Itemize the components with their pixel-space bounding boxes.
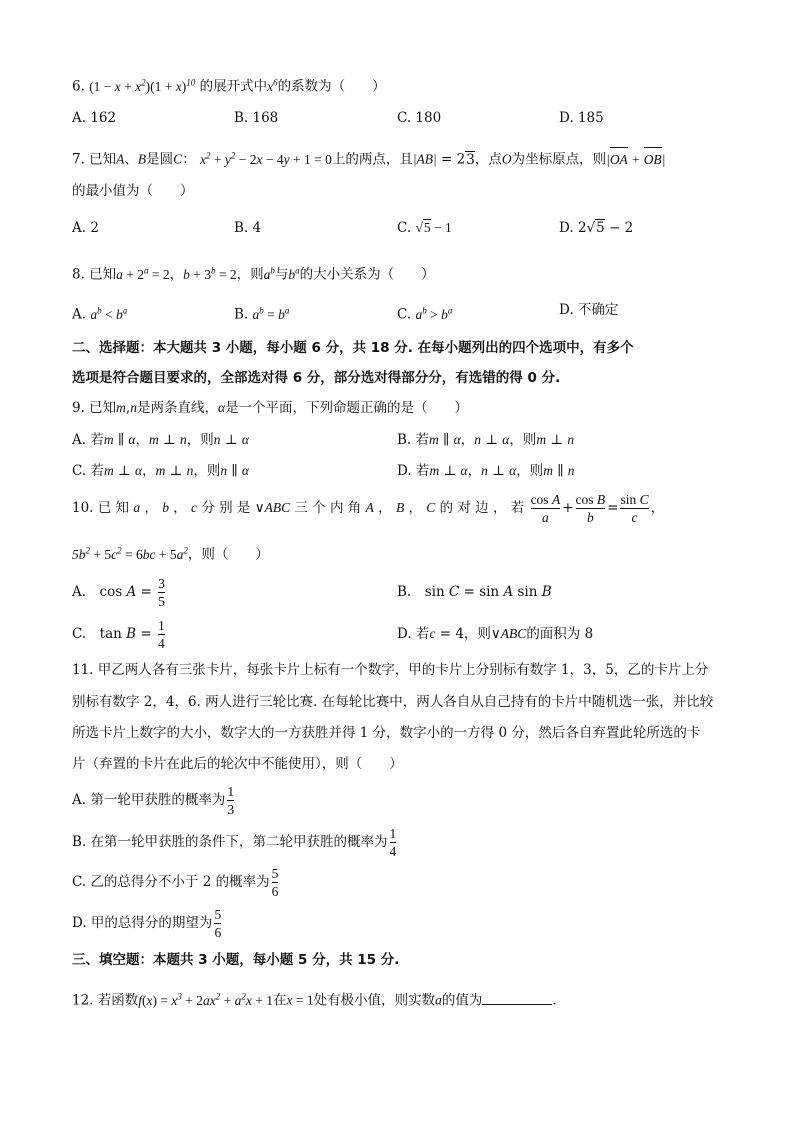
option-a: A. 若m ∥ α，m ⊥ n，则n ⊥ α	[72, 432, 249, 448]
option-c: C. √5 − 1	[397, 220, 452, 236]
q11-option-a: A. 第一轮甲获胜的概率为 $\frac{1}{3}$	[72, 784, 235, 817]
option-d: D. 2√5 − 2	[559, 220, 634, 236]
fraction-cosA-a: $\frac{\text{cos A}}{a}$	[530, 492, 561, 525]
option-a: A. 2	[72, 220, 99, 236]
option-b: B. 4	[234, 220, 262, 236]
question-10: 10. 已 知 a ， b ， c 分 别 是 ∨ABC 三 个 内 角 A ， B ， C 的 对 边 ， 若 $\frac{\text{cos A}}{a}$ + $\frac{\text{cos B}}{b}$ = $\frac{\text{sin C}}{c}$ ，	[72, 492, 665, 525]
question-6: 6. $(1 - x + x^2)(1 + x)^{10}$ 的展开式中$x^6$的系数为（ ）	[72, 77, 386, 95]
section-2-header-line2: 选项是符合题目要求的，全部选对得 6 分，部分选对得部分分，有选错的得 0 分.	[72, 370, 561, 386]
option-d: D. 不确定	[559, 302, 619, 318]
question-7-line2: 的最小值为（ ）	[72, 183, 194, 199]
question-9: 9. 已知m,n是两条直线，α是一个平面，下列命题正确的是（ ）	[72, 400, 469, 416]
question-10-line2: $5b^2 + 5c^2 = 6bc + 5a^2$，则（ ）	[72, 545, 269, 563]
section-3-header: 三、填空题：本题共 3 小题，每小题 5 分，共 15 分.	[72, 952, 400, 968]
option-c: C. tan B = $\frac{1}{4}$	[72, 618, 165, 651]
fraction-sinC-c: $\frac{\text{sin C}}{c}$	[620, 492, 649, 525]
fraction-cosB-b: $\frac{\text{cos B}}{b}$	[575, 492, 606, 525]
question-11-line2: 别标有数字 2，4，6. 两人进行三轮比赛. 在每轮比赛中，两人各自从自己持有的卡片中随机选一张，并比较	[72, 694, 714, 710]
option-c: C. 180	[397, 110, 442, 126]
option-a: A. cos A = $\frac{3}{5}$	[72, 576, 165, 609]
option-c: C. 若m ⊥ α，m ⊥ n，则n ∥ α	[72, 463, 250, 479]
vector-sum: |OA + OB|	[606, 152, 665, 167]
option-d: D. 185	[559, 110, 604, 126]
q11-option-b: B. 在第一轮甲获胜的条件下，第二轮甲获胜的概率为 $\frac{1}{4}$	[72, 826, 397, 859]
option-a: A. $a^b < b^a$	[72, 305, 128, 323]
circle-equation: $x^2 + y^2 - 2x - 4y + 1 = 0$	[199, 150, 332, 167]
q6-expression: $(1 - x + x^2)(1 + x)^{10}$	[89, 77, 196, 94]
option-b: B. 若m ∥ α，n ⊥ α，则m ⊥ n	[397, 432, 575, 448]
question-11-line4: 片（弃置的卡片在此后的轮次中不能使用），则（ ）	[72, 756, 403, 772]
option-b: B. 168	[234, 110, 279, 126]
question-12: 12. 若函数$f(x) = x^3 + 2ax^2 + a^2x + 1$在x = 1处有极小值，则实数a的值为 .	[72, 991, 557, 1009]
question-8: 8. 已知$a + 2^a = 2$，$b + 3^b = 2$，则$a^b$与$b^a$的大小关系为（ ）	[72, 265, 435, 283]
option-d: D. 若m ⊥ α，n ⊥ α，则m ∥ n	[397, 463, 575, 479]
q11-option-c: C. 乙的总得分不小于 2 的概率为 $\frac{5}{6}$	[72, 866, 279, 899]
option-a: A. 162	[72, 110, 117, 126]
question-11-line3: 所选卡片上数字的大小，数字大的一方获胜并得 1 分，数字小的一方得 0 分，然后各自弃置此轮所选的卡	[72, 725, 701, 741]
option-b: B. $a^b = b^a$	[234, 305, 290, 323]
question-7: 7. 已知A、B是圆C： $x^2 + y^2 - 2x - 4y + 1 = 0$上的两点，且|AB| = 23，点O为坐标原点，则|OA + OB|	[72, 150, 666, 168]
question-11-line1: 11. 甲乙两人各有三张卡片，每张卡片上标有一个数字，甲的卡片上分别标有数字 1，3，5，乙的卡片上分	[72, 662, 709, 678]
option-b: B. sin C = sin A sin B	[397, 584, 552, 600]
section-2-header: 二、选择题：本大题共 3 小题，每小题 6 分，共 18 分. 在每小题列出的四个选项中，有多个	[72, 340, 634, 356]
answer-blank[interactable]	[482, 990, 552, 1005]
option-d: D. 若c = 4，则∨ABC的面积为 8	[397, 626, 594, 642]
option-c: C. $a^b > b^a$	[397, 305, 453, 323]
q11-option-d: D. 甲的总得分的期望为 $\frac{5}{6}$	[72, 907, 222, 940]
